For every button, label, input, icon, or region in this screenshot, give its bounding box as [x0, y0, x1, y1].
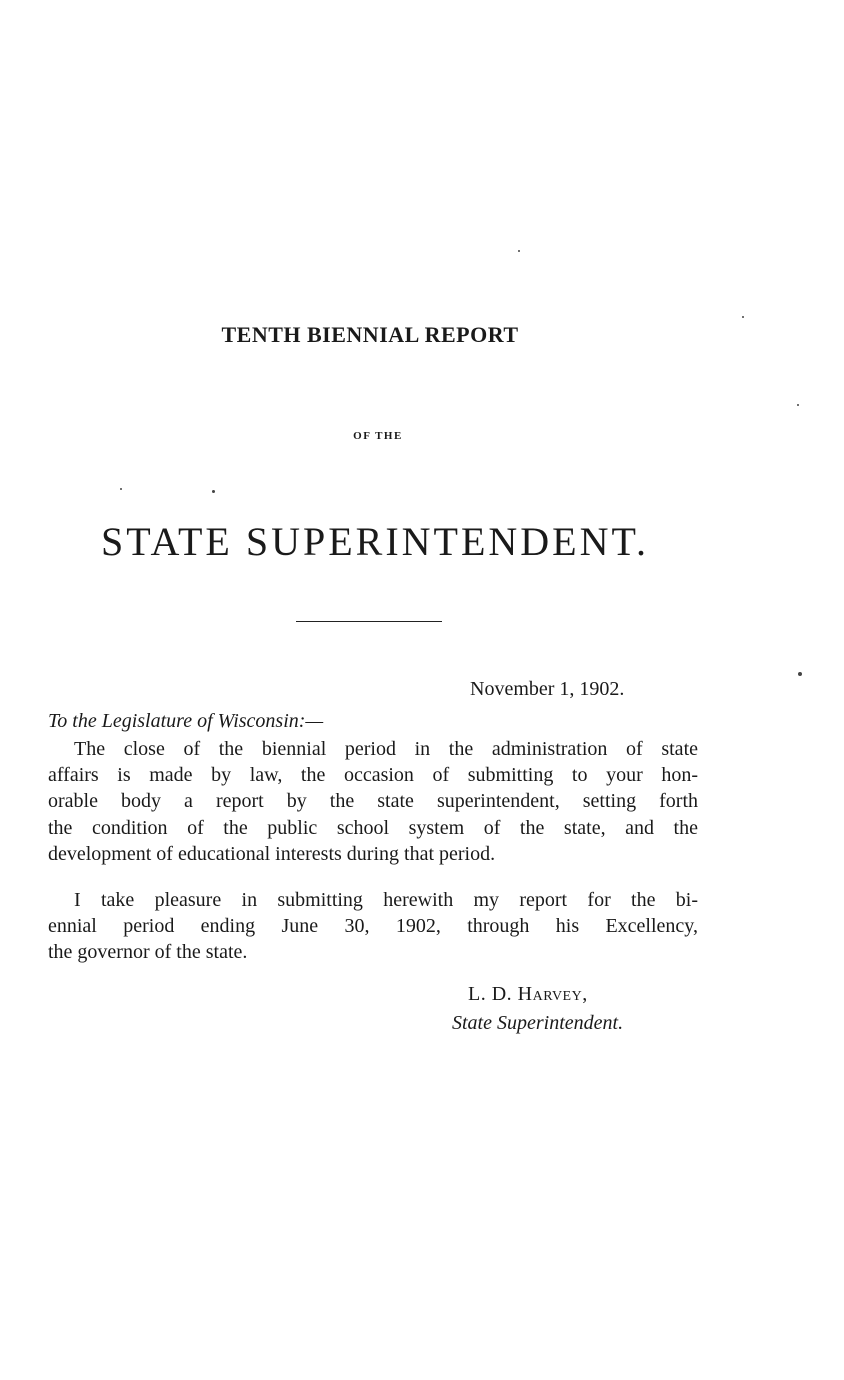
scan-speck — [797, 404, 799, 406]
paragraph-line: ennial period ending June 30, 1902, through his Excellency, — [48, 915, 698, 938]
paragraph-line: orable body a report by the state superintendent, setting forth — [48, 790, 698, 813]
connector-text: OF THE — [353, 430, 403, 442]
paragraph-line: affairs is made by law, the occasion of submitting to your hon- — [48, 764, 698, 787]
report-title: TENTH BIENNIAL REPORT — [221, 322, 519, 347]
scan-speck — [742, 316, 744, 318]
signature-surname: Harvey, — [517, 983, 588, 1005]
paragraph-line: I take pleasure in submitting herewith my report for the bi- — [74, 889, 698, 911]
paragraph-line: development of educational interests during that period. — [48, 842, 496, 865]
scan-speck — [518, 250, 520, 252]
divider-rule — [296, 621, 442, 622]
paragraph-line: the governor of the state. — [48, 941, 248, 964]
scan-speck — [798, 672, 802, 676]
paragraph-1 — [48, 736, 698, 867]
paragraph-2 — [48, 887, 698, 966]
salutation: To the Legislature of Wisconsin:— — [48, 710, 324, 732]
paragraph-line: The close of the biennial period in the administration of state — [74, 738, 698, 760]
report-subtitle: STATE SUPERINTENDENT. — [101, 519, 649, 564]
scan-speck — [120, 488, 122, 490]
letter-date: November 1, 1902. — [470, 678, 625, 700]
signature-name — [468, 983, 588, 1006]
paragraph-line: the condition of the public school system of the state, and the — [48, 816, 698, 839]
signature-initials: L. D. — [468, 983, 518, 1005]
scan-speck — [212, 490, 215, 493]
signature-title: State Superintendent. — [452, 1012, 624, 1034]
